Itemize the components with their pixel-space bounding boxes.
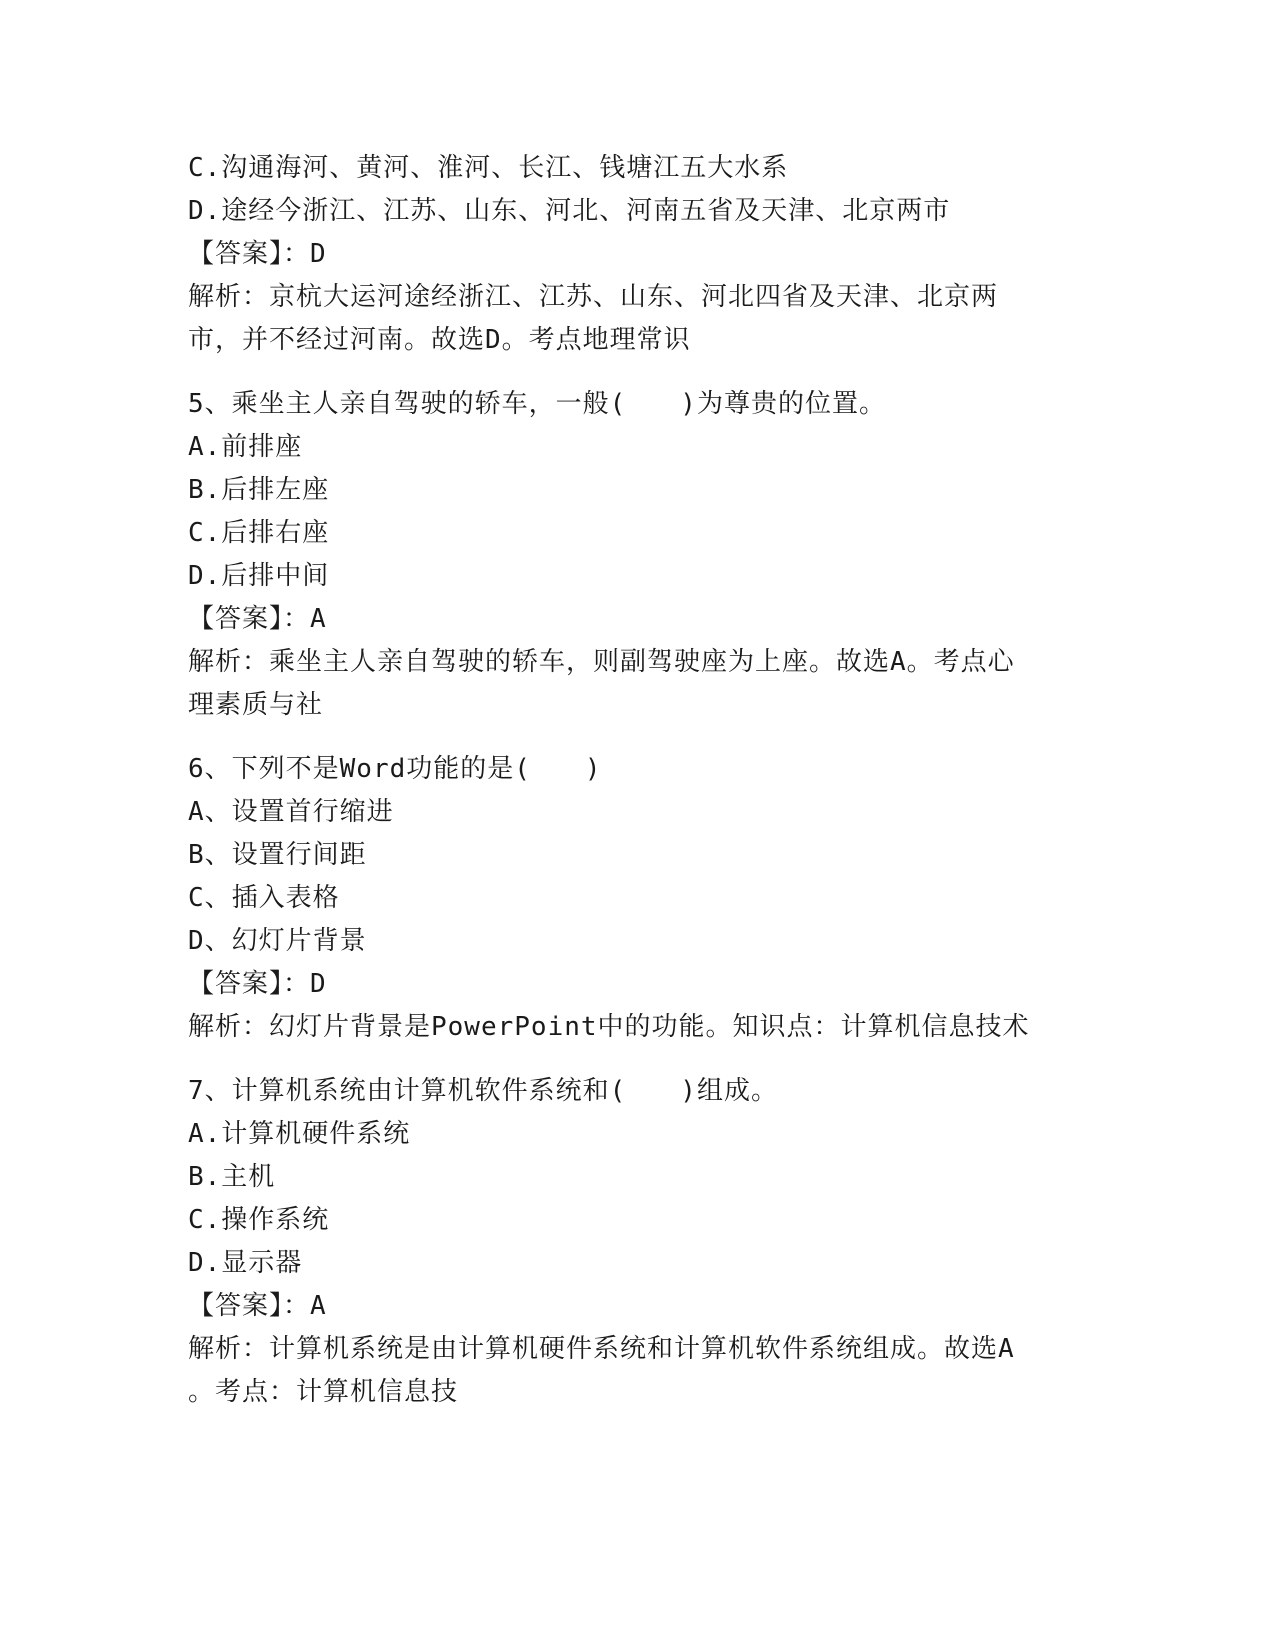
document-body: [188, 147, 1088, 1414]
option-b: B.后排左座: [188, 475, 330, 505]
question-stem: 7、计算机系统由计算机软件系统和( )组成。: [188, 1076, 778, 1106]
answer: 【答案】：D: [188, 969, 327, 999]
option-c: C.操作系统: [188, 1205, 330, 1235]
analysis-line: 解析：京杭大运河途经浙江、江苏、山东、河北四省及天津、北京两: [188, 282, 999, 312]
option-c: C.后排右座: [188, 518, 330, 548]
answer: 【答案】：A: [188, 604, 327, 634]
analysis-line: 理素质与社: [188, 690, 324, 720]
answer: 【答案】：D: [188, 239, 327, 269]
option-d: D.显示器: [188, 1248, 303, 1278]
option-d: D.途经今浙江、江苏、山东、河北、河南五省及天津、北京两市: [188, 196, 951, 226]
question-stem: 5、乘坐主人亲自驾驶的轿车，一般( )为尊贵的位置。: [188, 389, 886, 419]
question-stem: 6、下列不是Word功能的是( ): [188, 754, 602, 784]
option-d: D.后排中间: [188, 561, 330, 591]
option-a: A.计算机硬件系统: [188, 1119, 411, 1149]
analysis-line: 解析：乘坐主人亲自驾驶的轿车，则副驾驶座为上座。故选A。考点心: [188, 647, 1015, 677]
option-c: C、插入表格: [188, 883, 340, 913]
answer: 【答案】：A: [188, 1291, 327, 1321]
analysis-line: 市，并不经过河南。故选D。考点地理常识: [188, 325, 691, 355]
option-b: B.主机: [188, 1162, 276, 1192]
question-5: [188, 383, 1088, 727]
analysis-line: 解析：计算机系统是由计算机硬件系统和计算机软件系统组成。故选A: [188, 1334, 1015, 1364]
question-4-tail: [188, 147, 1088, 362]
option-d: D、幻灯片背景: [188, 926, 367, 956]
option-a: A.前排座: [188, 432, 303, 462]
analysis-line: 。考点：计算机信息技: [188, 1377, 459, 1407]
analysis-line: 解析：幻灯片背景是PowerPoint中的功能。知识点：计算机信息技术: [188, 1012, 1030, 1042]
question-7: [188, 1070, 1088, 1414]
question-6: [188, 748, 1088, 1049]
option-c: C.沟通海河、黄河、淮河、长江、钱塘江五大水系: [188, 153, 789, 183]
option-a: A、设置首行缩进: [188, 797, 394, 827]
option-b: B、设置行间距: [188, 840, 367, 870]
